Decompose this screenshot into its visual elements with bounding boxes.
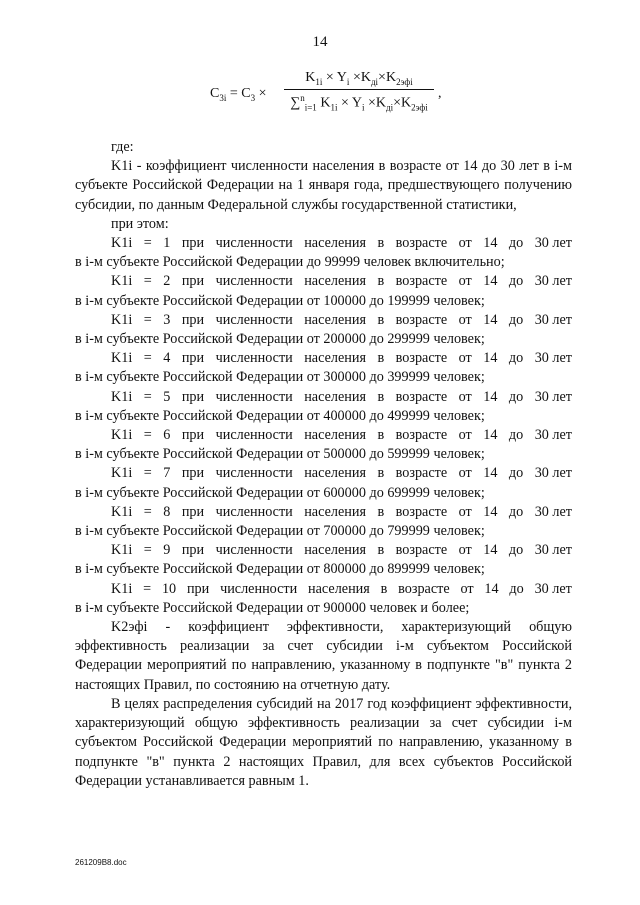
- list-item-word: населения: [304, 503, 366, 520]
- list-item-word: =: [143, 465, 152, 482]
- formula-numerator: $K_{1i} \times Y_i \times K_{дi}\times K_{2эфi}$: [284, 66, 434, 90]
- list-item-word: возрасте: [395, 273, 448, 290]
- list-item-line2: в i-м субъекте Российской Федерации до 99999 человек включительно;: [75, 254, 505, 271]
- list-item-word: K1i: [111, 235, 133, 252]
- k1-definition: K1i - коэффициент численности населения в возрасте от 14 до 30 лет в i-м субъекте Российской Федерации на 1 января года, предшествующего получению субсидии, по данным Федеральной службы государственной статистики,: [75, 158, 572, 213]
- list-item: [75, 541, 572, 579]
- list-item-word: 7: [163, 465, 171, 482]
- list-item-word: в: [377, 388, 385, 405]
- list-item-word: =: [143, 388, 152, 405]
- list-item-word: K1i: [111, 388, 133, 405]
- final-paragraph: В целях распределения субсидий на 2017 год коэффициент эффективности, характеризующий общую эффективность реализации за счет субсидии i-м субъектом Российской Федерации мероприятий по направлению, указанному в подпункте "в" пункта 2 настоящих Правил, для всех субъектов Российской Федерации устанавливается равным 1.: [75, 695, 572, 789]
- list-item-line2: в i-м субъекте Российской Федерации от 500000 до 599999 человек;: [75, 446, 485, 463]
- formula-comma: ,: [438, 86, 442, 101]
- list-item-word: численности: [215, 235, 293, 252]
- list-item-word: до: [508, 503, 524, 520]
- list-item-word: от: [458, 350, 472, 367]
- list-item-word: K1i: [111, 503, 133, 520]
- list-item-word: населения: [304, 388, 366, 405]
- list-item-word: населения: [304, 235, 366, 252]
- list-item-word: при: [181, 311, 205, 328]
- list-item-word: при: [181, 427, 205, 444]
- list-item-word: численности: [215, 503, 293, 520]
- list-item-word: K1i: [111, 580, 133, 597]
- list-item-word: 30 лет: [534, 273, 572, 290]
- list-item-line2: в i-м субъекте Российской Федерации от 300000 до 399999 человек;: [75, 369, 485, 386]
- k1-value-list: [75, 234, 572, 618]
- list-item-word: =: [143, 350, 152, 367]
- list-item-word: численности: [215, 388, 293, 405]
- list-item-word: до: [508, 465, 524, 482]
- list-item: [75, 311, 572, 349]
- list-item-word: в: [377, 465, 385, 482]
- list-item-word: =: [143, 503, 152, 520]
- list-item-word: численности: [215, 465, 293, 482]
- page-number: 14: [312, 34, 328, 50]
- list-item-word: возрасте: [395, 235, 448, 252]
- list-item-word: до: [508, 350, 524, 367]
- list-item-word: =: [143, 580, 152, 597]
- list-item-line1: [75, 311, 572, 330]
- list-item-line1: [75, 426, 572, 445]
- list-item: [75, 234, 572, 272]
- list-item: [75, 503, 572, 541]
- list-item-line1: [75, 349, 572, 368]
- list-item-line2: в i-м субъекте Российской Федерации от 700000 до 799999 человек;: [75, 523, 485, 540]
- list-item-word: 5: [163, 388, 171, 405]
- formula-fraction: [284, 66, 434, 112]
- list-item-word: 30 лет: [534, 427, 572, 444]
- formula-denominator: ∑$^n_{i=1}$ $K_{1i} \times Y_i \times K_{дi}\times K_{2эфi}$: [290, 92, 428, 113]
- list-item-word: населения: [304, 311, 366, 328]
- list-item-word: от: [458, 388, 472, 405]
- list-item-word: в: [377, 427, 385, 444]
- list-item-word: 14: [483, 350, 498, 367]
- list-item-word: при: [181, 542, 205, 559]
- list-item-word: 30 лет: [534, 503, 572, 520]
- list-item-word: возрасте: [395, 350, 448, 367]
- list-item-word: 10: [161, 580, 177, 597]
- list-item-word: при: [181, 350, 205, 367]
- list-item-word: от: [458, 503, 472, 520]
- list-item-word: в: [377, 273, 385, 290]
- list-item-line2: в i-м субъекте Российской Федерации от 200000 до 299999 человек;: [75, 331, 485, 348]
- list-item-word: K1i: [111, 427, 133, 444]
- list-item-word: численности: [215, 427, 293, 444]
- list-item: [75, 388, 572, 426]
- list-item-word: 30 лет: [534, 311, 572, 328]
- list-item-word: 30 лет: [534, 465, 572, 482]
- list-item-word: до: [508, 311, 524, 328]
- list-item-word: 30 лет: [534, 542, 572, 559]
- list-item-word: 6: [163, 427, 171, 444]
- list-item-word: от: [458, 542, 472, 559]
- list-item-word: в: [377, 235, 385, 252]
- list-item-line1: [75, 388, 572, 407]
- list-item-word: 14: [484, 580, 499, 597]
- list-item-word: 14: [483, 427, 498, 444]
- list-item-word: от: [458, 465, 472, 482]
- list-item-word: до: [508, 542, 524, 559]
- list-item-word: K1i: [111, 542, 133, 559]
- list-item-word: в: [377, 542, 385, 559]
- list-item-word: от: [458, 273, 472, 290]
- list-item: [75, 464, 572, 502]
- list-item-word: 3: [163, 311, 171, 328]
- list-item-word: возрасте: [395, 427, 448, 444]
- list-item-word: возрасте: [395, 311, 448, 328]
- formula-lhs: $C_{3i} = C_3$ ×: [210, 86, 267, 103]
- gde-label: где:: [111, 139, 134, 155]
- list-item-word: при: [186, 580, 210, 597]
- list-item-word: 14: [483, 235, 498, 252]
- list-item-word: при: [181, 465, 205, 482]
- list-item-word: населения: [304, 350, 366, 367]
- distribution-formula: [210, 66, 450, 126]
- file-name-footer: 261209B8.doc: [75, 858, 127, 867]
- list-item: [75, 349, 572, 387]
- list-item-word: при: [181, 235, 205, 252]
- list-item-line2: в i-м субъекте Российской Федерации от 900000 человек и более;: [75, 599, 470, 616]
- list-item-word: населения: [304, 273, 366, 290]
- list-item-word: от: [458, 235, 472, 252]
- list-item-word: численности: [215, 542, 293, 559]
- list-item-word: возрасте: [398, 580, 450, 597]
- list-item-line1: [75, 272, 572, 291]
- list-item-word: при: [181, 503, 205, 520]
- list-item: [75, 580, 572, 618]
- list-item-word: 8: [163, 503, 171, 520]
- list-item-word: K1i: [111, 273, 133, 290]
- list-item-word: =: [143, 542, 152, 559]
- list-item-word: 14: [483, 503, 498, 520]
- list-item-word: 1: [163, 235, 171, 252]
- list-item-word: 30 лет: [534, 388, 572, 405]
- list-item-word: 14: [483, 273, 498, 290]
- list-item-word: возрасте: [395, 503, 448, 520]
- k2-definition: K2эфi - коэффициент эффективности, характеризующий общую эффективность реализации за счет субсидии i-м субъектом Российской Федерации мероприятий по направлению, указанному в подпункте "в" пункта 2 настоящих Правил, по состоянию на отчетную дату.: [75, 619, 572, 693]
- list-item-word: в: [377, 503, 385, 520]
- list-item-word: 14: [483, 311, 498, 328]
- list-item-word: в: [377, 350, 385, 367]
- list-item-word: 14: [483, 542, 498, 559]
- list-item-line2: в i-м субъекте Российской Федерации от 600000 до 699999 человек;: [75, 484, 485, 501]
- list-item-word: от: [458, 427, 472, 444]
- list-item: [75, 272, 572, 310]
- list-item-word: 2: [163, 273, 171, 290]
- list-item-line1: [75, 234, 572, 253]
- list-item-word: до: [509, 580, 524, 597]
- list-item-word: K1i: [111, 311, 133, 328]
- list-item-word: численности: [215, 311, 293, 328]
- list-item-word: в: [377, 311, 385, 328]
- list-item-word: 14: [483, 465, 498, 482]
- list-item-word: населения: [304, 542, 366, 559]
- list-item-word: численности: [215, 273, 293, 290]
- list-item-word: при: [181, 273, 205, 290]
- list-item-word: до: [508, 388, 524, 405]
- list-item-word: до: [508, 273, 524, 290]
- list-item-word: от: [458, 311, 472, 328]
- list-item-word: населения: [308, 580, 370, 597]
- list-item-word: =: [143, 427, 152, 444]
- list-item-word: численности: [215, 350, 293, 367]
- list-item-word: численности: [220, 580, 298, 597]
- list-item-word: 30 лет: [534, 235, 572, 252]
- list-item-word: в: [380, 580, 388, 597]
- list-item: [75, 426, 572, 464]
- document-body: [75, 138, 572, 791]
- list-item-line1: [75, 503, 572, 522]
- list-item-word: возрасте: [395, 542, 448, 559]
- list-item-word: 4: [163, 350, 171, 367]
- list-item-word: до: [508, 235, 524, 252]
- list-item-line1: [75, 580, 572, 599]
- list-item-line1: [75, 464, 572, 483]
- list-item-line1: [75, 541, 572, 560]
- list-item-line2: в i-м субъекте Российской Федерации от 400000 до 499999 человек;: [75, 407, 485, 424]
- list-item-word: до: [508, 427, 524, 444]
- list-item-word: K1i: [111, 350, 133, 367]
- list-item-word: при: [181, 388, 205, 405]
- list-item-word: населения: [304, 465, 366, 482]
- list-item-word: =: [143, 311, 152, 328]
- list-item-word: возрасте: [395, 388, 448, 405]
- list-item-word: =: [143, 273, 152, 290]
- list-item-word: K1i: [111, 465, 133, 482]
- list-item-line2: в i-м субъекте Российской Федерации от 800000 до 899999 человек;: [75, 561, 485, 578]
- list-item-word: =: [143, 235, 152, 252]
- list-item-word: 30 лет: [534, 350, 572, 367]
- list-item-word: 9: [163, 542, 171, 559]
- list-item-word: от: [460, 580, 474, 597]
- list-item-word: 30 лет: [534, 580, 572, 597]
- pri-etom-label: при этом:: [111, 215, 169, 232]
- list-item-line2: в i-м субъекте Российской Федерации от 100000 до 199999 человек;: [75, 292, 485, 309]
- list-item-word: 14: [483, 388, 498, 405]
- list-item-word: населения: [304, 427, 366, 444]
- list-item-word: возрасте: [395, 465, 448, 482]
